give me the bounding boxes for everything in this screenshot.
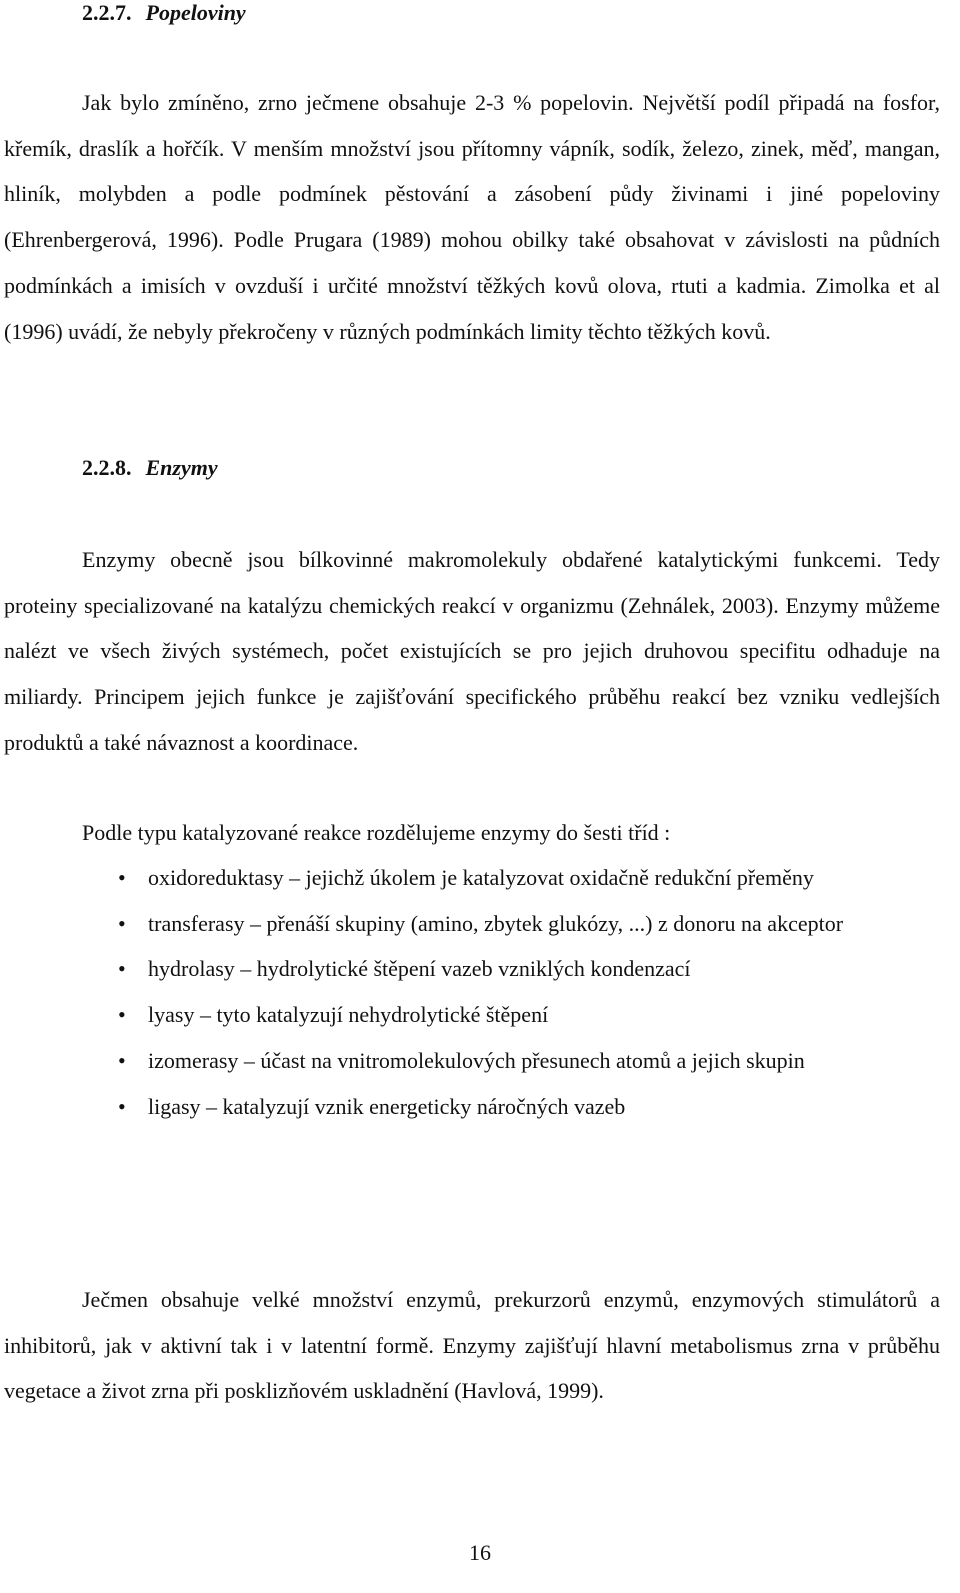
list-item bbox=[0, 992, 940, 1038]
bullet-icon: • bbox=[118, 956, 126, 982]
bullet-icon: • bbox=[118, 1047, 126, 1073]
section-number: 2.2.7. bbox=[82, 0, 132, 25]
paragraph-jecmen-enzymy: Ječmen obsahuje velké množství enzymů, prekurzorů enzymů, enzymových stimulátorů a inhibitorů, jak v aktivní tak i v latentní formě. Enzymy zajišťují hlavní metabolismus zrna v průběhu vegetace a život zrna při posklizňovém uskladnění (Havlová, 1999). bbox=[4, 1287, 940, 1404]
list-item bbox=[0, 1084, 940, 1130]
section-heading-enzymy bbox=[82, 455, 218, 481]
section-title: Enzymy bbox=[145, 455, 218, 480]
bullet-icon: • bbox=[118, 910, 126, 936]
list-item bbox=[0, 901, 940, 947]
paragraph-popeloviny: Jak bylo zmíněno, zrno ječmene obsahuje 2-3 % popelovin. Největší podíl připadá na fosfor, křemík, draslík a hořčík. V menším množství jsou přítomny vápník, sodík, železo, zinek, měď, mangan, hliník, molybden a podle podmínek pěstování a zásobení půdy živinami i jiné popeloviny (Ehrenbergerová, 1996). Podle Prugara (1989) mohou obilky také obsahovat v závislosti na půdních podmínkách a imisích v ovzduší i určité množství těžkých kovů olova, rtuti a kadmia. Zimolka et al (1996) uvádí, že nebyly překročeny v různých podmínkách limity těchto těžkých kovů. bbox=[4, 90, 940, 344]
enzyme-class-list bbox=[0, 855, 960, 1129]
list-item-text: ligasy – katalyzují vznik energeticky náročných vazeb bbox=[148, 1093, 626, 1119]
page-number: 16 bbox=[469, 1540, 491, 1565]
list-item-text: izomerasy – účast na vnitromolekulových přesunech atomů a jejich skupin bbox=[148, 1047, 805, 1073]
list-item bbox=[0, 855, 940, 901]
paragraph-enzymy-intro: Enzymy obecně jsou bílkovinné makromolekuly obdařené katalytickými funkcemi. Tedy proteiny specializované na katalýzu chemických reakcí v organizmu (Zehnálek, 2003). Enzymy můžeme nalézt ve všech živých systémech, počet existujících se pro jejich druhovou specifitu odhaduje na miliardy. Principem jejich funkce je zajišťování specifického průběhu reakcí bez vzniku vedlejších produktů a také návaznost a koordinace. bbox=[4, 547, 940, 755]
list-item bbox=[0, 946, 940, 992]
bullet-icon: • bbox=[118, 1093, 126, 1119]
list-item-text: lyasy – tyto katalyzují nehydrolytické štěpení bbox=[148, 1002, 549, 1028]
list-intro: Podle typu katalyzované reakce rozdělujeme enzymy do šesti tříd : bbox=[82, 820, 671, 845]
list-item-text: hydrolasy – hydrolytické štěpení vazeb vzniklých kondenzací bbox=[148, 956, 691, 982]
section-title: Popeloviny bbox=[145, 0, 246, 25]
section-number: 2.2.8. bbox=[82, 455, 132, 480]
bullet-icon: • bbox=[118, 1002, 126, 1028]
list-item-text: oxidoreduktasy – jejichž úkolem je katalyzovat oxidačně redukční přeměny bbox=[148, 865, 814, 890]
list-item bbox=[0, 1038, 940, 1084]
list-item-text: transferasy – přenáší skupiny (amino, zbytek glukózy, ...) z donoru na akceptor bbox=[148, 910, 844, 936]
bullet-icon: • bbox=[118, 865, 126, 890]
section-heading-popeloviny bbox=[82, 0, 246, 26]
